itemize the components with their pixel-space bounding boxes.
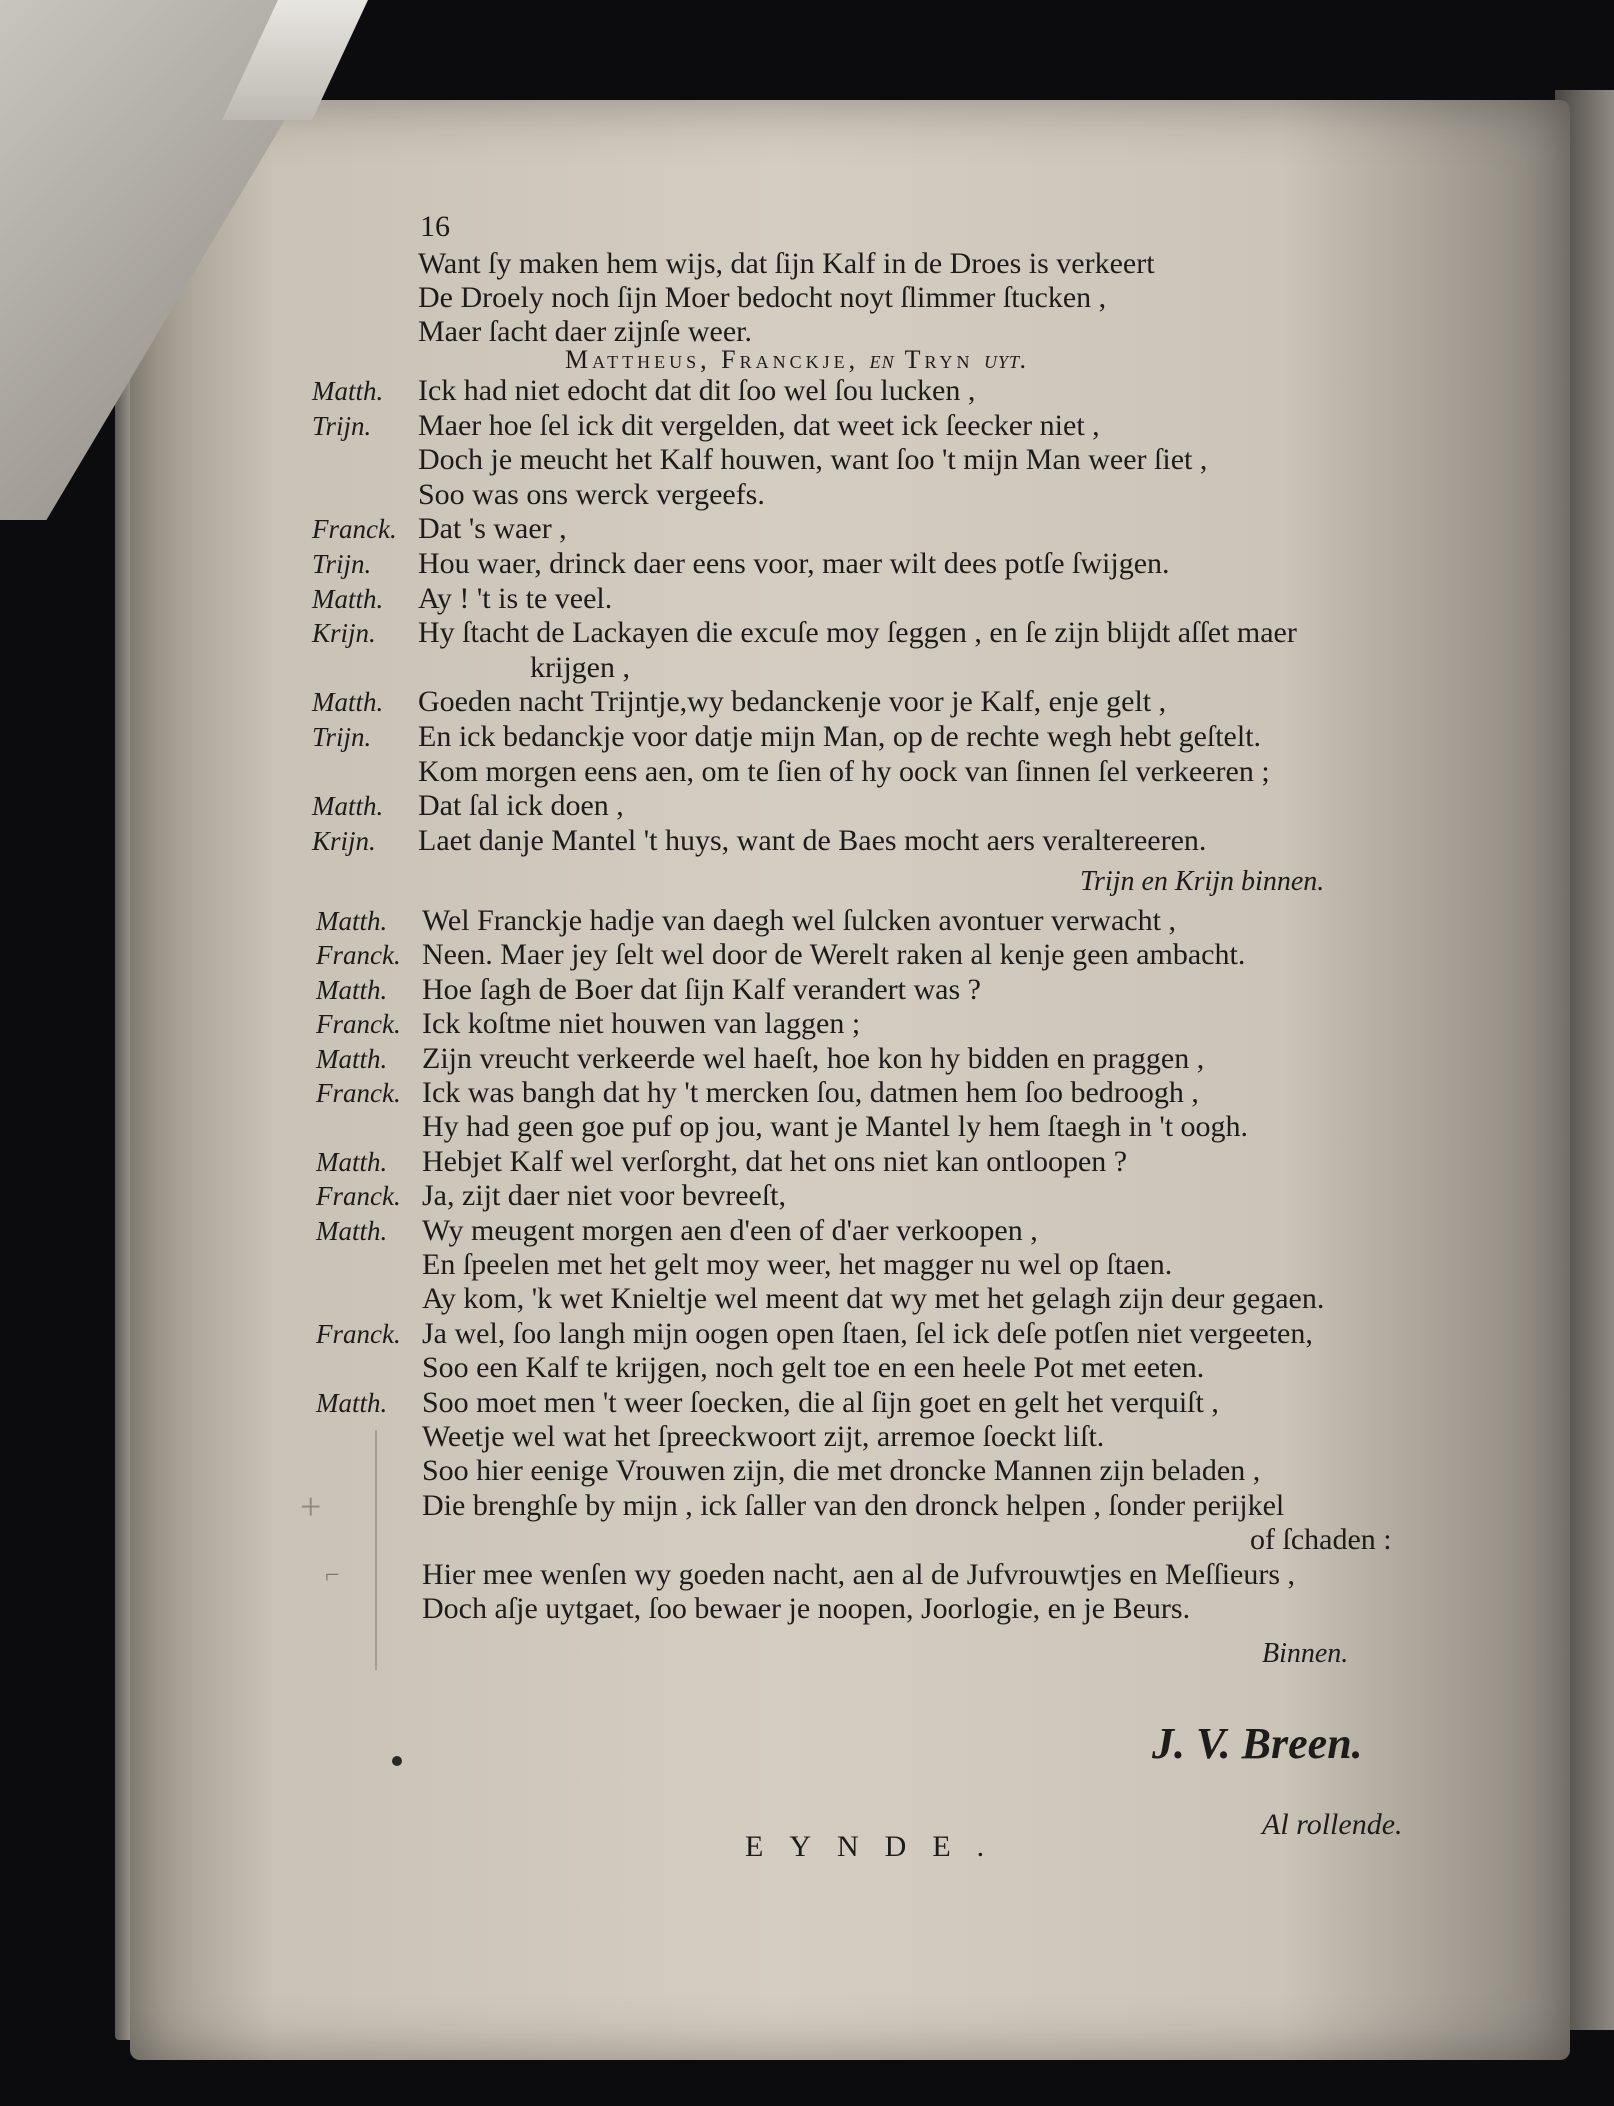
line-text: Hoe ſagh de Boer dat ſijn Kalf verandert was ? bbox=[422, 972, 981, 1006]
line-text: Ay kom, 'k wet Knieltje wel meent dat wy met het gelagh zijn deur gegaen. bbox=[422, 1282, 1325, 1316]
line-text: Weetje wel wat het ſpreeckwoort zijt, arremoe ſoeckt liſt. bbox=[422, 1420, 1105, 1453]
line-text: Soo hier eenige Vrouwen zijn, die met droncke Mannen zijn beladen , bbox=[422, 1454, 1261, 1488]
line-text: Soo een Kalf te krijgen, noch gelt toe en een heele Pot met eeten. bbox=[422, 1351, 1205, 1385]
line-text: krijgen , bbox=[530, 650, 630, 684]
line-text: Doch aſje uytgaet, ſoo bewaer je noopen, Joorlogie, en je Beurs. bbox=[422, 1592, 1191, 1625]
line-text: Dat 's waer , bbox=[418, 512, 567, 546]
speaker-label: Matth. bbox=[316, 1146, 388, 1177]
line-text: De Droely noch ſijn Moer bedocht noyt ſlimmer ſtucken , bbox=[418, 281, 1107, 314]
line-text: Wy meugent morgen aen d'een of d'aer verkoopen , bbox=[422, 1213, 1038, 1247]
stage-direction-1: Trijn en Krijn binnen. bbox=[1080, 866, 1325, 897]
speaker-label: Matth. bbox=[312, 791, 384, 822]
line-text: Neen. Maer jey ſelt wel door de Werelt raken al kenje geen ambacht. bbox=[422, 938, 1246, 972]
speaker-label: Franck. bbox=[316, 1078, 401, 1108]
line-text: Ay ! 't is te veel. bbox=[418, 581, 613, 615]
line-text: Ick koſtme niet houwen van laggen ; bbox=[422, 1007, 861, 1041]
speaker-label: Matth. bbox=[316, 1387, 388, 1418]
end-mark: EYNDE. bbox=[745, 1830, 1011, 1863]
line-text: En ick bedanckje voor datje mijn Man, op de rechte wegh hebt geſtelt. bbox=[418, 720, 1262, 753]
speaker-label: Matth. bbox=[312, 376, 384, 406]
line-text: Doch je meucht het Kalf houwen, want ſoo 't mijn Man weer ſiet , bbox=[418, 443, 1208, 477]
heading-connector: en bbox=[869, 345, 895, 374]
line-text: Hy had geen goe puf op jou, want je Mantel ly hem ſtaegh in 't oogh. bbox=[422, 1110, 1249, 1144]
speaker-label: Matth. bbox=[316, 906, 388, 936]
line-text: Goeden nacht Trijntje,wy bedanckenje voor je Kalf, enje gelt , bbox=[418, 685, 1167, 719]
line-text: Wel Franckje hadje van daegh wel ſulcken avontuer verwacht , bbox=[422, 904, 1176, 937]
speaker-label: Krijn. bbox=[312, 618, 376, 649]
line-text: Ick had niet edocht dat dit ſoo wel ſou lucken , bbox=[418, 374, 976, 407]
speaker-label: Trijn. bbox=[312, 410, 372, 441]
line-text: of ſchaden : bbox=[1250, 1523, 1392, 1557]
line-text: Maer hoe ſel ick dit vergelden, dat weet ick ſeecker niet , bbox=[418, 408, 1100, 442]
line-text: Hou waer, drinck daer eens voor, maer wilt dees potſe ſwijgen. bbox=[418, 547, 1170, 580]
speaker-label: Franck. bbox=[316, 1181, 401, 1212]
ink-dot bbox=[392, 1756, 402, 1766]
line-text: Ick was bangh dat hy 't mercken ſou, datmen hem ſoo bedroogh , bbox=[422, 1076, 1199, 1109]
author-signature: J. V. Breen. bbox=[1152, 1719, 1363, 1768]
pencil-plus-mark: + bbox=[300, 1486, 322, 1528]
line-text: Maer ſacht daer zijnſe weer. bbox=[418, 315, 752, 348]
page-number: 16 bbox=[420, 210, 450, 243]
line-text: Want ſy maken hem wijs, dat ſijn Kalf in de Droes is verkeert bbox=[418, 247, 1155, 280]
line-text: Ja, zijt daer niet voor bevreeſt, bbox=[422, 1179, 787, 1213]
speaker-label: Trijn. bbox=[312, 722, 372, 752]
line-text: Die brenghſe by mijn , ick ſaller van den dronck helpen , ſonder perijkel bbox=[422, 1488, 1285, 1522]
line-text: Kom morgen eens aen, om te ſien of hy oock van ſinnen ſel verkeeren ; bbox=[418, 754, 1270, 788]
pencil-tick-mark: ⌐ bbox=[325, 1560, 340, 1589]
line-text: Hier mee wenſen wy goeden nacht, aen al de Jufvrouwtjes en Meſſieurs , bbox=[422, 1557, 1296, 1591]
speaker-label: Matth. bbox=[316, 1215, 388, 1246]
speaker-label: Trijn. bbox=[312, 549, 372, 579]
author-motto: Al rollende. bbox=[1262, 1808, 1403, 1841]
heading-direction: uyt. bbox=[984, 345, 1028, 374]
speaker-label: Franck. bbox=[316, 940, 401, 971]
speaker-label: Franck. bbox=[316, 1318, 401, 1349]
speaker-label: Franck. bbox=[312, 514, 397, 545]
speaker-label: Matth. bbox=[312, 687, 384, 718]
speaker-label: Matth. bbox=[316, 974, 388, 1005]
stage-direction-2: Binnen. bbox=[1262, 1638, 1349, 1669]
line-text: Dat ſal ick doen , bbox=[418, 789, 624, 823]
speaker-label: Krijn. bbox=[312, 825, 376, 856]
line-text: Soo moet men 't weer ſoecken, die al ſijn goet en gelt het verquiſt , bbox=[422, 1385, 1219, 1419]
line-text: Laet danje Mantel 't huys, want de Baes mocht aers veraltereeren. bbox=[418, 823, 1207, 857]
line-text: Zijn vreucht verkeerde wel haeſt, hoe kon hy bidden en praggen , bbox=[422, 1041, 1205, 1075]
speaker-label: Matth. bbox=[312, 583, 384, 614]
line-text: Soo was ons werck vergeefs. bbox=[418, 477, 765, 511]
heading-names: Mattheus, Franckje, bbox=[565, 345, 860, 374]
line-text: En ſpeelen met het gelt moy weer, het magger nu wel op ſtaen. bbox=[422, 1248, 1173, 1281]
heading-name3: Tryn bbox=[904, 345, 974, 374]
pencil-margin-line bbox=[375, 1430, 377, 1670]
speaker-label: Matth. bbox=[316, 1043, 388, 1074]
line-text: Hy ſtacht de Lackayen die excuſe moy ſeggen , en ſe zijn blijdt aſſet maer bbox=[418, 616, 1297, 650]
line-text: Ja wel, ſoo langh mijn oogen open ſtaen, ſel ick deſe potſen niet vergeeten, bbox=[422, 1316, 1313, 1350]
line-text: Hebjet Kalf wel verſorght, dat het ons niet kan ontloopen ? bbox=[422, 1144, 1128, 1178]
speaker-label: Franck. bbox=[316, 1009, 401, 1040]
